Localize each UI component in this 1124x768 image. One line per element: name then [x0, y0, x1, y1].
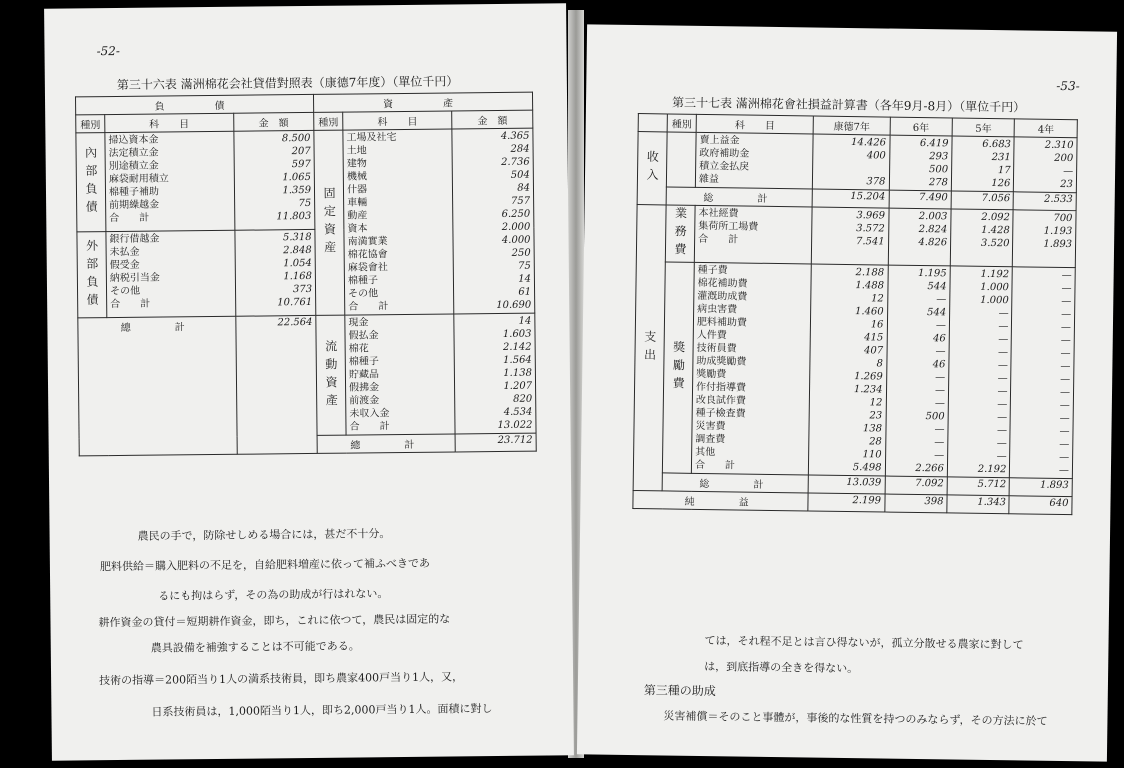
- table-cell-item: 麻袋耐用積立: [108, 173, 169, 186]
- table-cell-item: 現金: [348, 317, 369, 329]
- table-cell-item: 助成獎勵費: [696, 355, 747, 368]
- table-cell-item: 棉種子: [347, 275, 379, 287]
- table-cell-item: 賣上益金: [699, 134, 740, 147]
- table-cell-value: —: [996, 425, 1008, 437]
- table-cell-item: 銀行借越金: [109, 233, 160, 246]
- table-cell-value: 12: [871, 293, 884, 305]
- table-cell-item: 別途積立金: [108, 160, 159, 173]
- table-cell-item: 肥料補助費: [696, 316, 748, 329]
- table-cell-value: 544: [927, 281, 947, 293]
- table-cell-item: 車輛: [347, 197, 368, 209]
- table-cell-value: —: [1061, 295, 1072, 308]
- table-cell-value: —: [996, 451, 1007, 463]
- table-cell-value: 12: [869, 397, 883, 409]
- table-cell-item: 人件費: [696, 329, 727, 342]
- table-cell-value: 2.142: [502, 341, 532, 353]
- table-cell-value: —: [934, 385, 946, 397]
- table-cell-item: 麻袋會社: [347, 262, 388, 274]
- column-header: [638, 114, 667, 132]
- table-cell-value: —: [998, 321, 1009, 333]
- table-cell-value: —: [1060, 334, 1071, 347]
- body-text-line: 肥料供給＝購入肥料の不足を，自給肥料増産に依って補ふべきであ: [99, 556, 430, 574]
- table-cell-value: 5.498: [852, 462, 882, 474]
- column-header: 科 目: [343, 111, 453, 130]
- table-cell-value: 1.488: [855, 280, 885, 292]
- table-cell-item: 合 計: [110, 299, 151, 311]
- table-cell-value: —: [1059, 399, 1070, 412]
- table-cell-item: 雜益: [698, 173, 720, 186]
- table-cell-value: 4.000: [501, 234, 531, 246]
- table-cell-value: 126: [991, 177, 1011, 190]
- table-cell-item: 其他: [695, 446, 716, 459]
- right-page: [577, 24, 1117, 761]
- body-text-line: 技術の指導＝200陌当り1人の満系技術員，即ち農家400戸当り1人，又，: [99, 670, 464, 688]
- table-cell-item: 棉花補助費: [697, 277, 748, 290]
- table-cell-value: 6.250: [501, 208, 531, 220]
- table-cell-item: 假拂金: [349, 382, 380, 394]
- table-cell-value: 278: [928, 177, 949, 189]
- income-statement-table: [632, 113, 1077, 515]
- value-list: [1014, 137, 1077, 193]
- balance-sheet-table: [75, 92, 537, 457]
- page-number: -53-: [1056, 78, 1080, 94]
- category-label: 業務費: [665, 205, 695, 262]
- table-cell-value: —: [1060, 321, 1072, 334]
- table-cell-value: 200: [1054, 152, 1074, 165]
- assets-header: 資 產: [314, 92, 533, 112]
- value-list: [813, 134, 890, 190]
- item-list: [345, 314, 456, 435]
- value-list: [233, 130, 315, 230]
- total-value: 7.490: [889, 190, 952, 209]
- table-cell-value: 207: [291, 145, 311, 158]
- table-cell-value: 1.193: [1043, 225, 1073, 238]
- table-cell-item: 獎勵費: [696, 368, 727, 381]
- table-cell-item: 工場及社宅: [346, 132, 397, 144]
- page-number: -52-: [96, 43, 120, 59]
- table-cell-item: 集荷所工場費: [698, 220, 759, 233]
- table-cell-value: 13.022: [497, 419, 533, 432]
- table-cell-value: —: [1060, 373, 1071, 386]
- table-cell-item: 假受金: [109, 260, 140, 272]
- table-cell-value: 16: [870, 319, 884, 331]
- table-cell-value: —: [1060, 360, 1071, 373]
- table-cell-item: 合 計: [348, 301, 389, 313]
- total-label: 総 計: [666, 187, 813, 207]
- table-cell-value: 4.826: [918, 236, 948, 249]
- table-cell-item: 法定積立金: [108, 147, 159, 160]
- table-cell-value: 500: [928, 164, 949, 176]
- table-cell-item: 技術員費: [696, 342, 737, 355]
- table-cell-value: 700: [1053, 212, 1073, 225]
- column-header: 科 目: [696, 114, 814, 134]
- table-cell-value: 2.736: [501, 156, 530, 168]
- table-cell-value: 75: [298, 197, 312, 210]
- table-cell-item: 合 計: [698, 233, 739, 246]
- value-list: [951, 136, 1014, 192]
- table-cell-value: 378: [866, 176, 886, 188]
- total-label: 総 計: [662, 473, 809, 493]
- table-cell-item: その他: [348, 288, 379, 300]
- table-cell-value: 1.603: [502, 328, 532, 340]
- table-cell-item: 動産: [347, 210, 368, 222]
- table-cell-value: 284: [510, 143, 530, 155]
- table-cell-value: —: [934, 437, 945, 449]
- net-profit-value: 1.343: [947, 495, 1010, 514]
- column-header: 種別: [314, 112, 343, 130]
- total-value: 23.712: [455, 433, 536, 452]
- table-caption: 第三十七表 滿洲棉花會社損益計算書（各年9月-8月）（單位千円）: [671, 95, 1026, 115]
- table-cell-value: 757: [510, 195, 531, 207]
- table-cell-item: 灌漑助成費: [697, 290, 748, 303]
- item-list: [343, 129, 454, 315]
- item-list: [105, 131, 235, 232]
- table-cell-value: 10.761: [277, 297, 313, 309]
- table-cell-item: 納税引当金: [109, 272, 160, 285]
- table-cell-item: 前期繰越金: [109, 199, 160, 212]
- table-cell-value: 4.365: [500, 130, 530, 142]
- category-label: 支出: [633, 205, 666, 491]
- value-list: [454, 313, 536, 434]
- table-cell-value: 1.138: [503, 367, 532, 379]
- table-cell-value: —: [997, 360, 1008, 372]
- table-cell-value: 2.003: [918, 210, 948, 223]
- column-header: 種別: [667, 114, 696, 132]
- table-cell-value: —: [1059, 425, 1070, 438]
- table-cell-value: —: [1058, 464, 1070, 477]
- table-cell-value: —: [934, 398, 945, 410]
- body-text-line: は，到底指導の全きを得ない。: [704, 660, 859, 676]
- column-header: 種別: [76, 115, 105, 133]
- table-cell-item: 調査費: [695, 433, 726, 446]
- net-profit-value: 398: [884, 494, 947, 513]
- total-value: 2.533: [1014, 192, 1077, 211]
- table-cell-item: 合 計: [109, 212, 150, 225]
- column-header: 金 額: [233, 112, 314, 131]
- table-cell-value: 2.266: [915, 462, 945, 475]
- value-list: [1010, 267, 1075, 479]
- value-list: [812, 207, 889, 265]
- table-cell-value: —: [1061, 308, 1072, 321]
- table-cell-value: —: [997, 386, 1008, 398]
- table-cell-value: 1.269: [854, 371, 883, 383]
- table-cell-item: 病虫害費: [697, 303, 738, 316]
- table-cell-value: 10.690: [496, 299, 532, 312]
- table-cell-value: 2.092: [981, 211, 1011, 224]
- table-cell-value: 544: [926, 307, 947, 319]
- table-cell-value: —: [936, 294, 947, 306]
- table-cell-value: —: [934, 450, 945, 462]
- category-label: 內部負債: [76, 133, 106, 233]
- table-cell-value: —: [1061, 282, 1072, 295]
- table-cell-value: —: [1059, 386, 1071, 399]
- table-cell-value: —: [997, 399, 1008, 411]
- table-cell-value: 250: [511, 247, 531, 259]
- table-cell-value: 2.310: [1044, 139, 1074, 152]
- value-list: [950, 209, 1013, 267]
- table-cell-item: 資本: [347, 223, 368, 235]
- table-cell-value: 5.318: [282, 232, 312, 244]
- column-header: 科 目: [105, 113, 234, 132]
- table-cell-value: —: [996, 438, 1007, 450]
- table-cell-value: 14: [518, 315, 532, 327]
- item-list: [691, 262, 811, 475]
- table-cell-value: —: [935, 372, 946, 384]
- body-text-line: 災害補償＝そのこと事體が，事後的な性質を持つのみならず，その方法に於て: [663, 709, 1048, 728]
- net-profit-label: 純 益: [633, 491, 809, 511]
- body-text-line: ては，それ程不足とは言ひ得ないが，孤立分散せる農家に對して: [704, 634, 1024, 652]
- table-cell-value: 8.500: [281, 132, 311, 145]
- table-cell-value: 293: [929, 151, 949, 163]
- table-cell-value: —: [934, 424, 945, 436]
- category-label: 固定資産: [314, 130, 345, 315]
- total-label: 總 計: [78, 316, 237, 456]
- body-text-line: 農民の手で，防除せしめる場合には，甚だ不十分。: [137, 527, 391, 543]
- total-value: 1.893: [1010, 478, 1073, 497]
- table-cell-item: 土地: [346, 145, 367, 157]
- table-cell-value: —: [1059, 451, 1070, 464]
- table-cell-value: 231: [991, 151, 1011, 164]
- table-cell-item: 掃込資本金: [108, 134, 159, 147]
- table-cell-item: 棉種子: [348, 356, 379, 368]
- table-cell-value: 138: [862, 423, 883, 435]
- table-cell-value: 14: [518, 273, 531, 285]
- table-cell-value: 2.848: [283, 245, 312, 257]
- table-cell-item: 貯藏品: [348, 369, 380, 381]
- total-value: 13.039: [809, 475, 885, 494]
- table-cell-value: 75: [518, 260, 531, 272]
- table-cell-item: 積立金払戾: [699, 160, 750, 173]
- table-cell-value: 820: [513, 393, 533, 405]
- total-value: 7.092: [885, 476, 948, 495]
- table-cell-value: 2.188: [855, 267, 885, 279]
- table-cell-value: 4.534: [503, 406, 533, 418]
- column-header: 6年: [890, 117, 953, 136]
- table-cell-value: 17: [997, 165, 1011, 177]
- body-text-line: 日系技術員は，1,000陌当り1人，即ち2,000戸当り1人。面積に對し: [151, 702, 493, 719]
- table-cell-value: 6.419: [919, 137, 949, 150]
- column-header: 4年: [1015, 119, 1078, 138]
- table-cell-item: 作付指導費: [695, 381, 747, 394]
- table-cell-item: 種子費: [697, 264, 728, 277]
- column-header: 金 額: [452, 110, 533, 129]
- body-text-line: 耕作資金の貸付＝短期耕作資金，即ち，これに依つて，農民は固定的な: [98, 612, 451, 630]
- item-list: [694, 205, 812, 264]
- item-list: [106, 231, 235, 318]
- table-cell-item: 什器: [347, 184, 368, 196]
- table-cell-value: 1.234: [853, 384, 883, 396]
- table-cell-value: 28: [869, 436, 882, 448]
- table-cell-item: 棉花: [348, 343, 369, 355]
- table-cell-item: 棉種子補助: [108, 186, 160, 199]
- table-cell-item: 前渡金: [349, 395, 380, 407]
- table-cell-item: 未収入金: [349, 408, 390, 420]
- table-cell-value: 407: [863, 345, 884, 357]
- table-cell-value: 400: [866, 150, 886, 162]
- table-cell-value: —: [997, 347, 1009, 359]
- total-value: 22.564: [235, 315, 317, 454]
- table-cell-value: 23: [869, 410, 883, 422]
- table-cell-item: 合 計: [694, 459, 736, 472]
- value-list: [809, 264, 888, 476]
- table-cell-value: 500: [925, 411, 945, 423]
- table-cell-value: —: [935, 346, 946, 358]
- section-heading: 第三種の助成: [643, 683, 716, 699]
- table-cell-value: 373: [292, 284, 313, 296]
- body-text-line: 農具設備を補強することは不可能である。: [150, 639, 360, 655]
- table-cell-value: 1.054: [283, 258, 312, 270]
- table-cell-value: —: [997, 412, 1008, 424]
- table-cell-value: 504: [510, 169, 530, 181]
- table-cell-value: —: [1059, 438, 1070, 451]
- value-list: [947, 266, 1012, 478]
- table-cell-value: —: [1061, 269, 1072, 282]
- table-cell-value: 1.893: [1043, 238, 1073, 251]
- table-cell-value: —: [1060, 347, 1071, 360]
- total-value: 5.712: [947, 477, 1010, 496]
- total-label: 總 計: [317, 434, 456, 453]
- table-cell-value: 3.969: [856, 210, 886, 222]
- category-label: 收入: [637, 132, 667, 205]
- table-cell-item: 合 計: [349, 421, 390, 433]
- table-cell-value: 415: [864, 332, 884, 344]
- table-cell-value: —: [998, 308, 1009, 320]
- body-text-line: るにも拘はらず，その為の助成が行はれない。: [158, 587, 389, 603]
- value-list: [452, 128, 535, 314]
- column-header: 5年: [952, 118, 1015, 137]
- category-label: 流動資產: [316, 315, 346, 435]
- table-cell-value: 1.428: [981, 224, 1010, 237]
- value-list: [234, 230, 315, 316]
- table-cell-value: 1.195: [917, 267, 947, 280]
- table-cell-value: 23: [1060, 178, 1074, 191]
- table-cell-item: 種子檢査費: [695, 407, 746, 420]
- table-cell-value: 6.683: [982, 138, 1012, 151]
- table-cell-value: —: [935, 320, 947, 332]
- table-cell-value: —: [1063, 165, 1074, 178]
- table-cell-item: 南満實業: [347, 236, 388, 248]
- item-list: [695, 132, 813, 189]
- table-cell-value: 7.541: [855, 236, 885, 248]
- left-page: [44, 3, 574, 760]
- table-cell-value: 1.359: [282, 184, 312, 197]
- table-cell-value: —: [998, 334, 1009, 346]
- value-list: [885, 265, 950, 477]
- net-profit-value: 2.199: [808, 493, 884, 512]
- net-profit-value: 640: [1009, 496, 1072, 515]
- table-cell-value: 46: [932, 333, 946, 345]
- table-cell-item: 機械: [346, 171, 367, 183]
- column-header: 康德7年: [814, 116, 890, 135]
- table-cell-value: —: [997, 373, 1008, 385]
- table-cell-item: 建物: [346, 158, 367, 170]
- table-cell-item: 本社經費: [698, 207, 739, 220]
- table-cell-value: 2.192: [977, 463, 1007, 476]
- table-cell-value: 1.564: [503, 354, 532, 366]
- table-cell-item: 棉花協會: [347, 249, 388, 261]
- table-cell-value: 1.460: [854, 306, 884, 318]
- table-cell-value: 61: [518, 286, 532, 298]
- table-cell-value: 1.192: [980, 268, 1010, 281]
- table-cell-value: 1.000: [980, 281, 1010, 294]
- table-cell-value: 8: [876, 358, 884, 370]
- value-list: [888, 208, 951, 266]
- total-value: 15.204: [813, 189, 889, 208]
- table-cell-value: [817, 162, 886, 176]
- table-cell-value: 110: [862, 449, 882, 461]
- table-cell-value: 14.426: [850, 137, 887, 149]
- table-cell-value: —: [1059, 412, 1070, 425]
- table-cell-item: 政府補助金: [699, 147, 750, 160]
- table-cell-item: 改良試作費: [695, 394, 746, 407]
- category-label: 獎勵費: [662, 262, 694, 473]
- table-cell-item: 災害費: [695, 420, 726, 433]
- table-caption: 第三十六表 滿洲棉花会社貸借對照表（康德7年度）（單位千円）: [116, 74, 459, 92]
- value-list: [889, 135, 952, 191]
- table-cell-value: 1.207: [503, 380, 533, 392]
- table-cell-value: 3.572: [856, 223, 885, 235]
- table-cell-value: 1.000: [980, 294, 1009, 307]
- value-list: [1013, 210, 1076, 268]
- liabilities-header: 負 債: [76, 94, 314, 114]
- table-cell-item: その他: [109, 286, 141, 298]
- table-cell-value: 2.000: [501, 221, 531, 233]
- category-label: 外部負債: [77, 232, 107, 318]
- total-value: 7.056: [951, 191, 1014, 210]
- table-cell-item: 未払金: [109, 247, 140, 259]
- table-cell-value: 3.520: [980, 237, 1010, 250]
- table-cell-item: 假払金: [348, 330, 379, 342]
- table-cell-value: 1.168: [283, 271, 313, 283]
- table-cell-value: 597: [291, 158, 311, 171]
- table-cell-value: 84: [517, 182, 531, 194]
- table-cell-value: 46: [932, 359, 946, 371]
- table-cell-value: 11.803: [276, 210, 312, 223]
- table-cell-value: 1.065: [282, 171, 311, 184]
- table-cell-value: 2.824: [918, 223, 948, 236]
